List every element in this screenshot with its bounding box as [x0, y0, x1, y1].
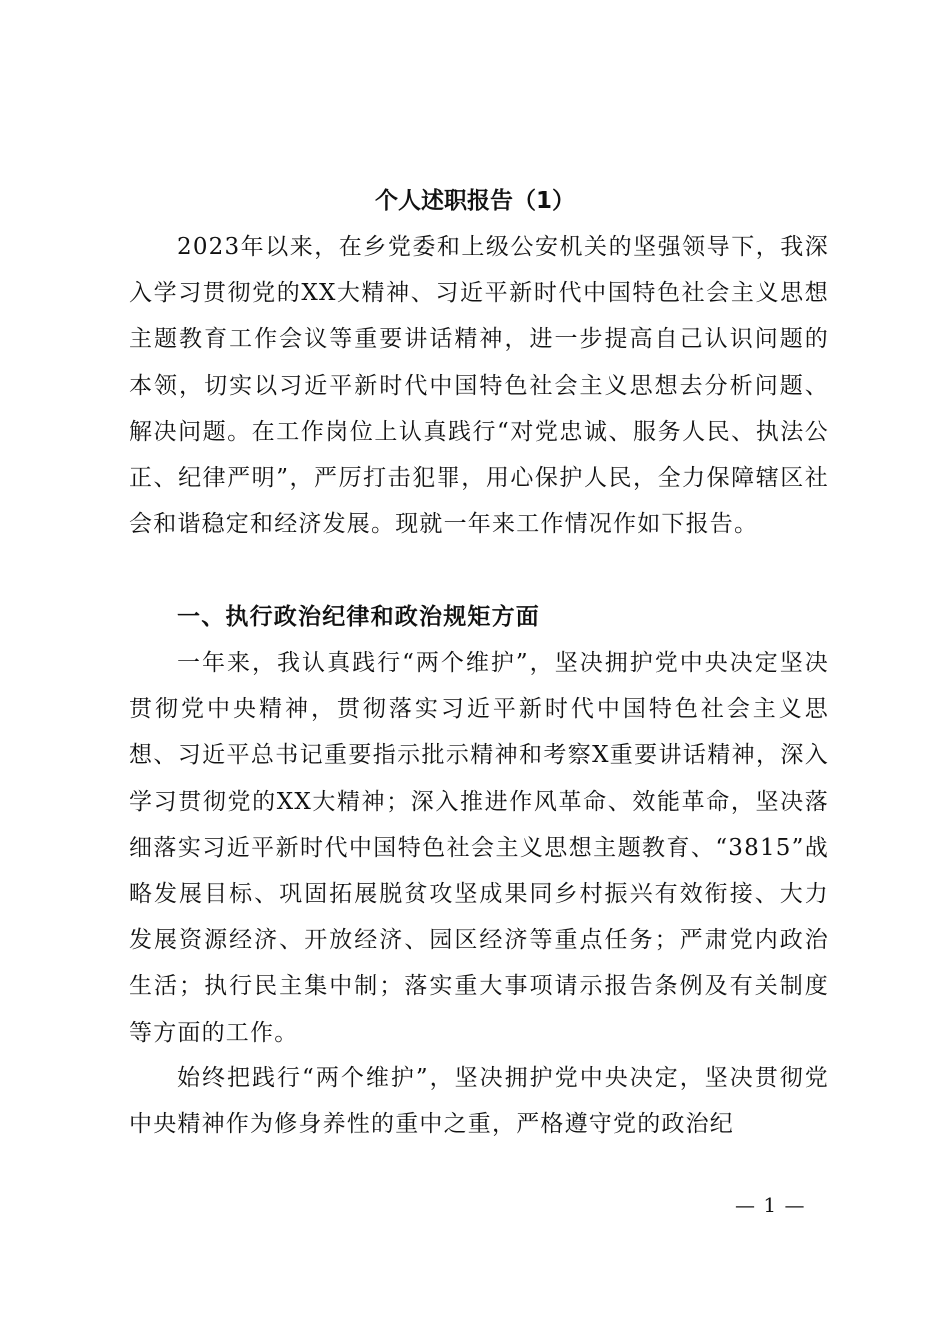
section-paragraph: 一年来，我认真践行“两个维护”，坚决拥护党中央决定坚决贯彻党中央精神，贯彻落实习近平新时代中国特色社会主义思想、习近平总书记重要指示批示精神和考察X重要讲话精神，深入学习贯彻党的XX大精神；深入推进作风革命、效能革命，坚决落细落实习近平新时代中国特色社会主义思想主题教育、“3815”战略发展目标、巩固拓展脱贫攻坚成果同乡村振兴有效衔接、大力发展资源经济、开放经济、园区经济等重点任务；严肃党内政治生活；执行民主集中制；落实重大事项请示报告条例及有关制度等方面的工作。	[129, 650, 829, 1046]
document-title: 个人述职报告（1）	[374, 188, 575, 214]
section-heading: 一、执行政治纪律和政治规矩方面	[177, 604, 540, 630]
intro-paragraph: 2023年以来，在乡党委和上级公安机关的坚强领导下，我深入学习贯彻党的XX大精神、习近平新时代中国特色社会主义思想主题教育工作会议等重要讲话精神，进一步提高自己认识问题的本领，切实以习近平新时代中国特色社会主义思想去分析问题、解决问题。在工作岗位上认真践行“对党忠诚、服务人民、执法公正、纪律严明”，严厉打击犯罪，用心保护人民，全力保障辖区社会和谐稳定和经济发展。现就一年来工作情况作如下报告。	[129, 234, 829, 538]
page-number: — 1 —	[735, 1193, 806, 1217]
section-paragraph: 始终把践行“两个维护”，坚决拥护党中央决定，坚决贯彻党中央精神作为修身养性的重中之重，严格遵守党的政治纪	[129, 1065, 829, 1138]
